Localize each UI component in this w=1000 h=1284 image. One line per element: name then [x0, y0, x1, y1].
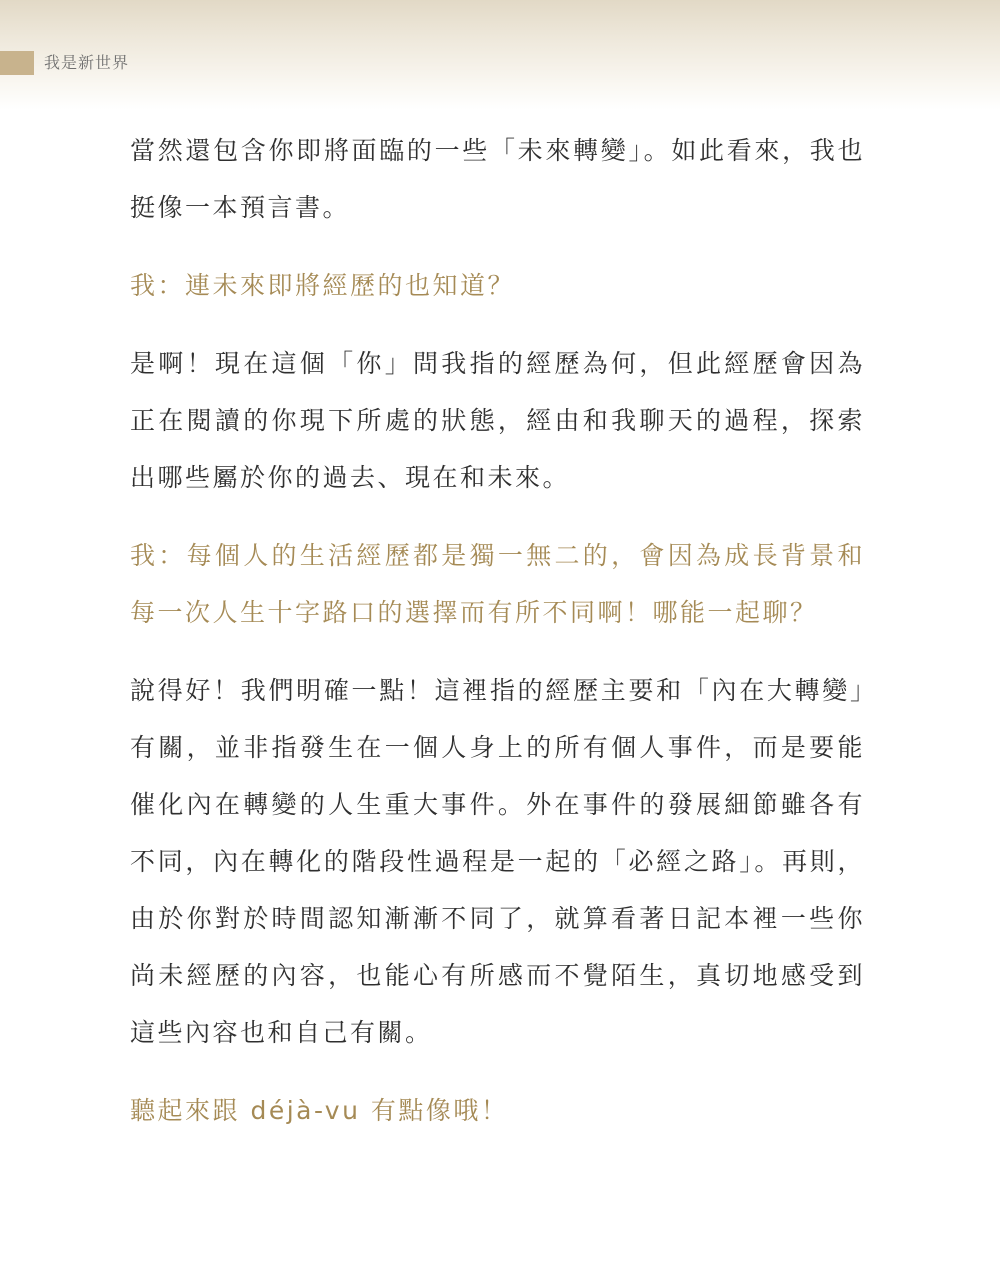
reader-question: 我：連未來即將經歷的也知道？ — [130, 271, 516, 300]
narrator-paragraph: 說得好！我們明確一點！這裡指的經歷主要和「內在大轉變」有關，並非指發生在一個人身上的所有個人事件，而是要能催化內在轉變的人生重大事件。外在事件的發展細節雖各有不同，內在轉化的階段性過程是一起的「必經之路」。再則，由於你對於時間認知漸漸不同了，就算看著日記本裡一些你尚未經歷的內容，也能心有所感而不覺陌生，真切地感受到這些內容也和自己有關。 — [130, 676, 865, 1047]
page-body — [130, 122, 865, 1139]
paragraph-gap — [130, 641, 865, 662]
reader-question: 我：每個人的生活經歷都是獨一無二的，會因為成長背景和每一次人生十字路口的選擇而有所不同啊！哪能一起聊？ — [130, 541, 865, 627]
narrator-paragraph: 當然還包含你即將面臨的一些「未來轉變」。如此看來，我也挺像一本預言書。 — [130, 136, 865, 222]
paragraph-gap — [130, 1061, 865, 1082]
reader-question: 聽起來跟 déjà-vu 有點像哦！ — [130, 1096, 509, 1125]
paragraph-gap — [130, 506, 865, 527]
header-band — [0, 0, 1000, 110]
paragraph-gap — [130, 236, 865, 257]
chapter-tab-marker — [0, 51, 34, 75]
paragraph-gap — [130, 314, 865, 335]
running-head: 我是新世界 — [44, 53, 130, 72]
narrator-paragraph: 是啊！現在這個「你」問我指的經歷為何，但此經歷會因為正在閱讀的你現下所處的狀態，經由和我聊天的過程，探索出哪些屬於你的過去、現在和未來。 — [130, 349, 865, 492]
